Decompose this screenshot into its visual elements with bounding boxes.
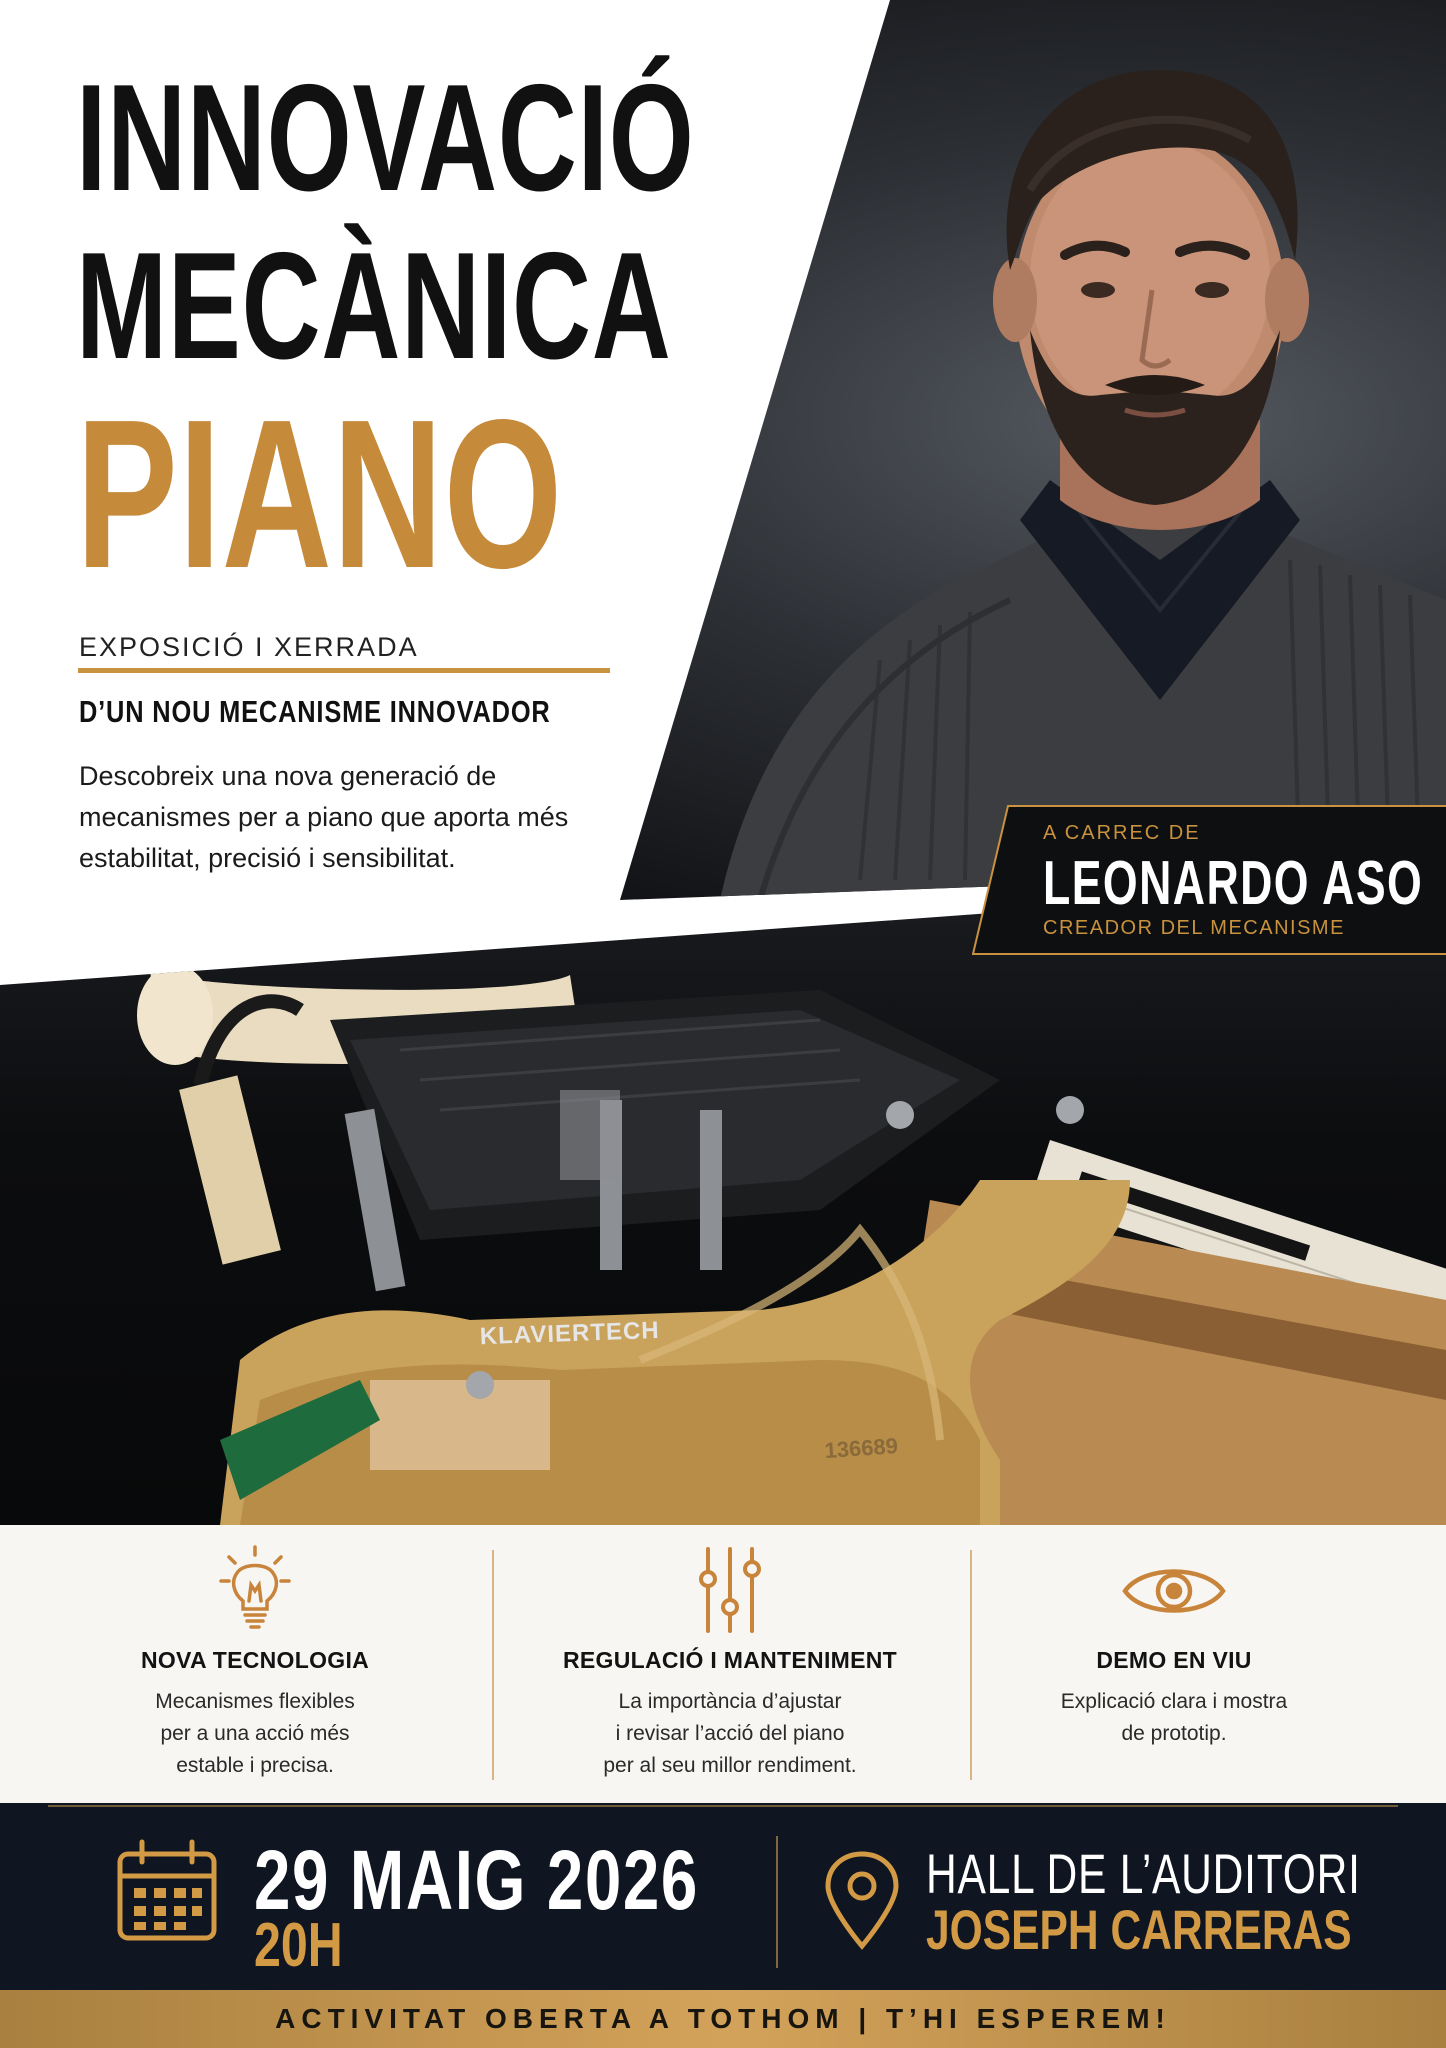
subtitle-divider	[78, 668, 610, 673]
intro-paragraph: Descobreix una nova generació de mecanismes per a piano que aporta més estabilitat, precisió i sensibilitat.	[79, 761, 569, 873]
feature-heading: REGULACIÓ I MANTENIMENT	[563, 1647, 897, 1673]
features-section	[0, 1525, 1446, 1803]
brand-label: KLAVIERTECH	[479, 1316, 661, 1351]
serial-number: 136689	[823, 1433, 899, 1464]
feature-nova-tecnologia	[15, 1525, 495, 1803]
feature-description: Mecanismes flexibles per a una acció més estable i precisa.	[155, 1690, 355, 1777]
event-info-divider	[776, 1836, 778, 1968]
event-info-rule	[48, 1805, 1398, 1807]
sliders-icon	[682, 1543, 778, 1644]
feature-heading: NOVA TECNOLOGIA	[140, 1647, 370, 1673]
subtitle-topic: D’UN NOU MECANISME INNOVADOR	[79, 694, 551, 729]
calendar-icon	[112, 1836, 222, 1951]
speaker-name: LEONARDO ASO	[1043, 849, 1424, 918]
event-time: 20H	[254, 1911, 343, 1980]
subtitle-event-type: EXPOSICIÓ I XERRADA	[79, 632, 419, 662]
footer-message: ACTIVITAT OBERTA A TOTHOM | T’HI ESPEREM!	[275, 2003, 1171, 2034]
piano-mechanism-photo	[0, 880, 1446, 1525]
location-pin-icon	[822, 1850, 902, 1955]
feature-regulacio	[490, 1525, 970, 1803]
speaker-title: CREADOR DEL MECANISME	[1043, 917, 1345, 939]
event-date: 29 MAIG 2026	[254, 1833, 699, 1927]
venue-line-2: JOSEPH CARRERAS	[926, 1898, 1352, 1961]
speaker-role: A CARREC DE	[1043, 822, 1201, 844]
feature-demo-en-viu	[934, 1525, 1414, 1803]
title-line-innovacio: INNOVACIÓ	[76, 53, 695, 223]
feature-description: La importància d’ajustar i revisar l’acció del piano per al seu millor rendiment.	[603, 1690, 857, 1777]
lightbulb-icon	[207, 1543, 303, 1644]
venue-line-1: HALL DE L’AUDITORI	[926, 1842, 1361, 1905]
feature-description: Explicació clara i mostra de prototip.	[1060, 1690, 1288, 1745]
eye-icon	[1119, 1543, 1229, 1644]
feature-heading: DEMO EN VIU	[1096, 1647, 1252, 1673]
title-line-mecanica: MECÀNICA	[76, 221, 672, 391]
title-line-piano: PIANO	[76, 375, 564, 612]
